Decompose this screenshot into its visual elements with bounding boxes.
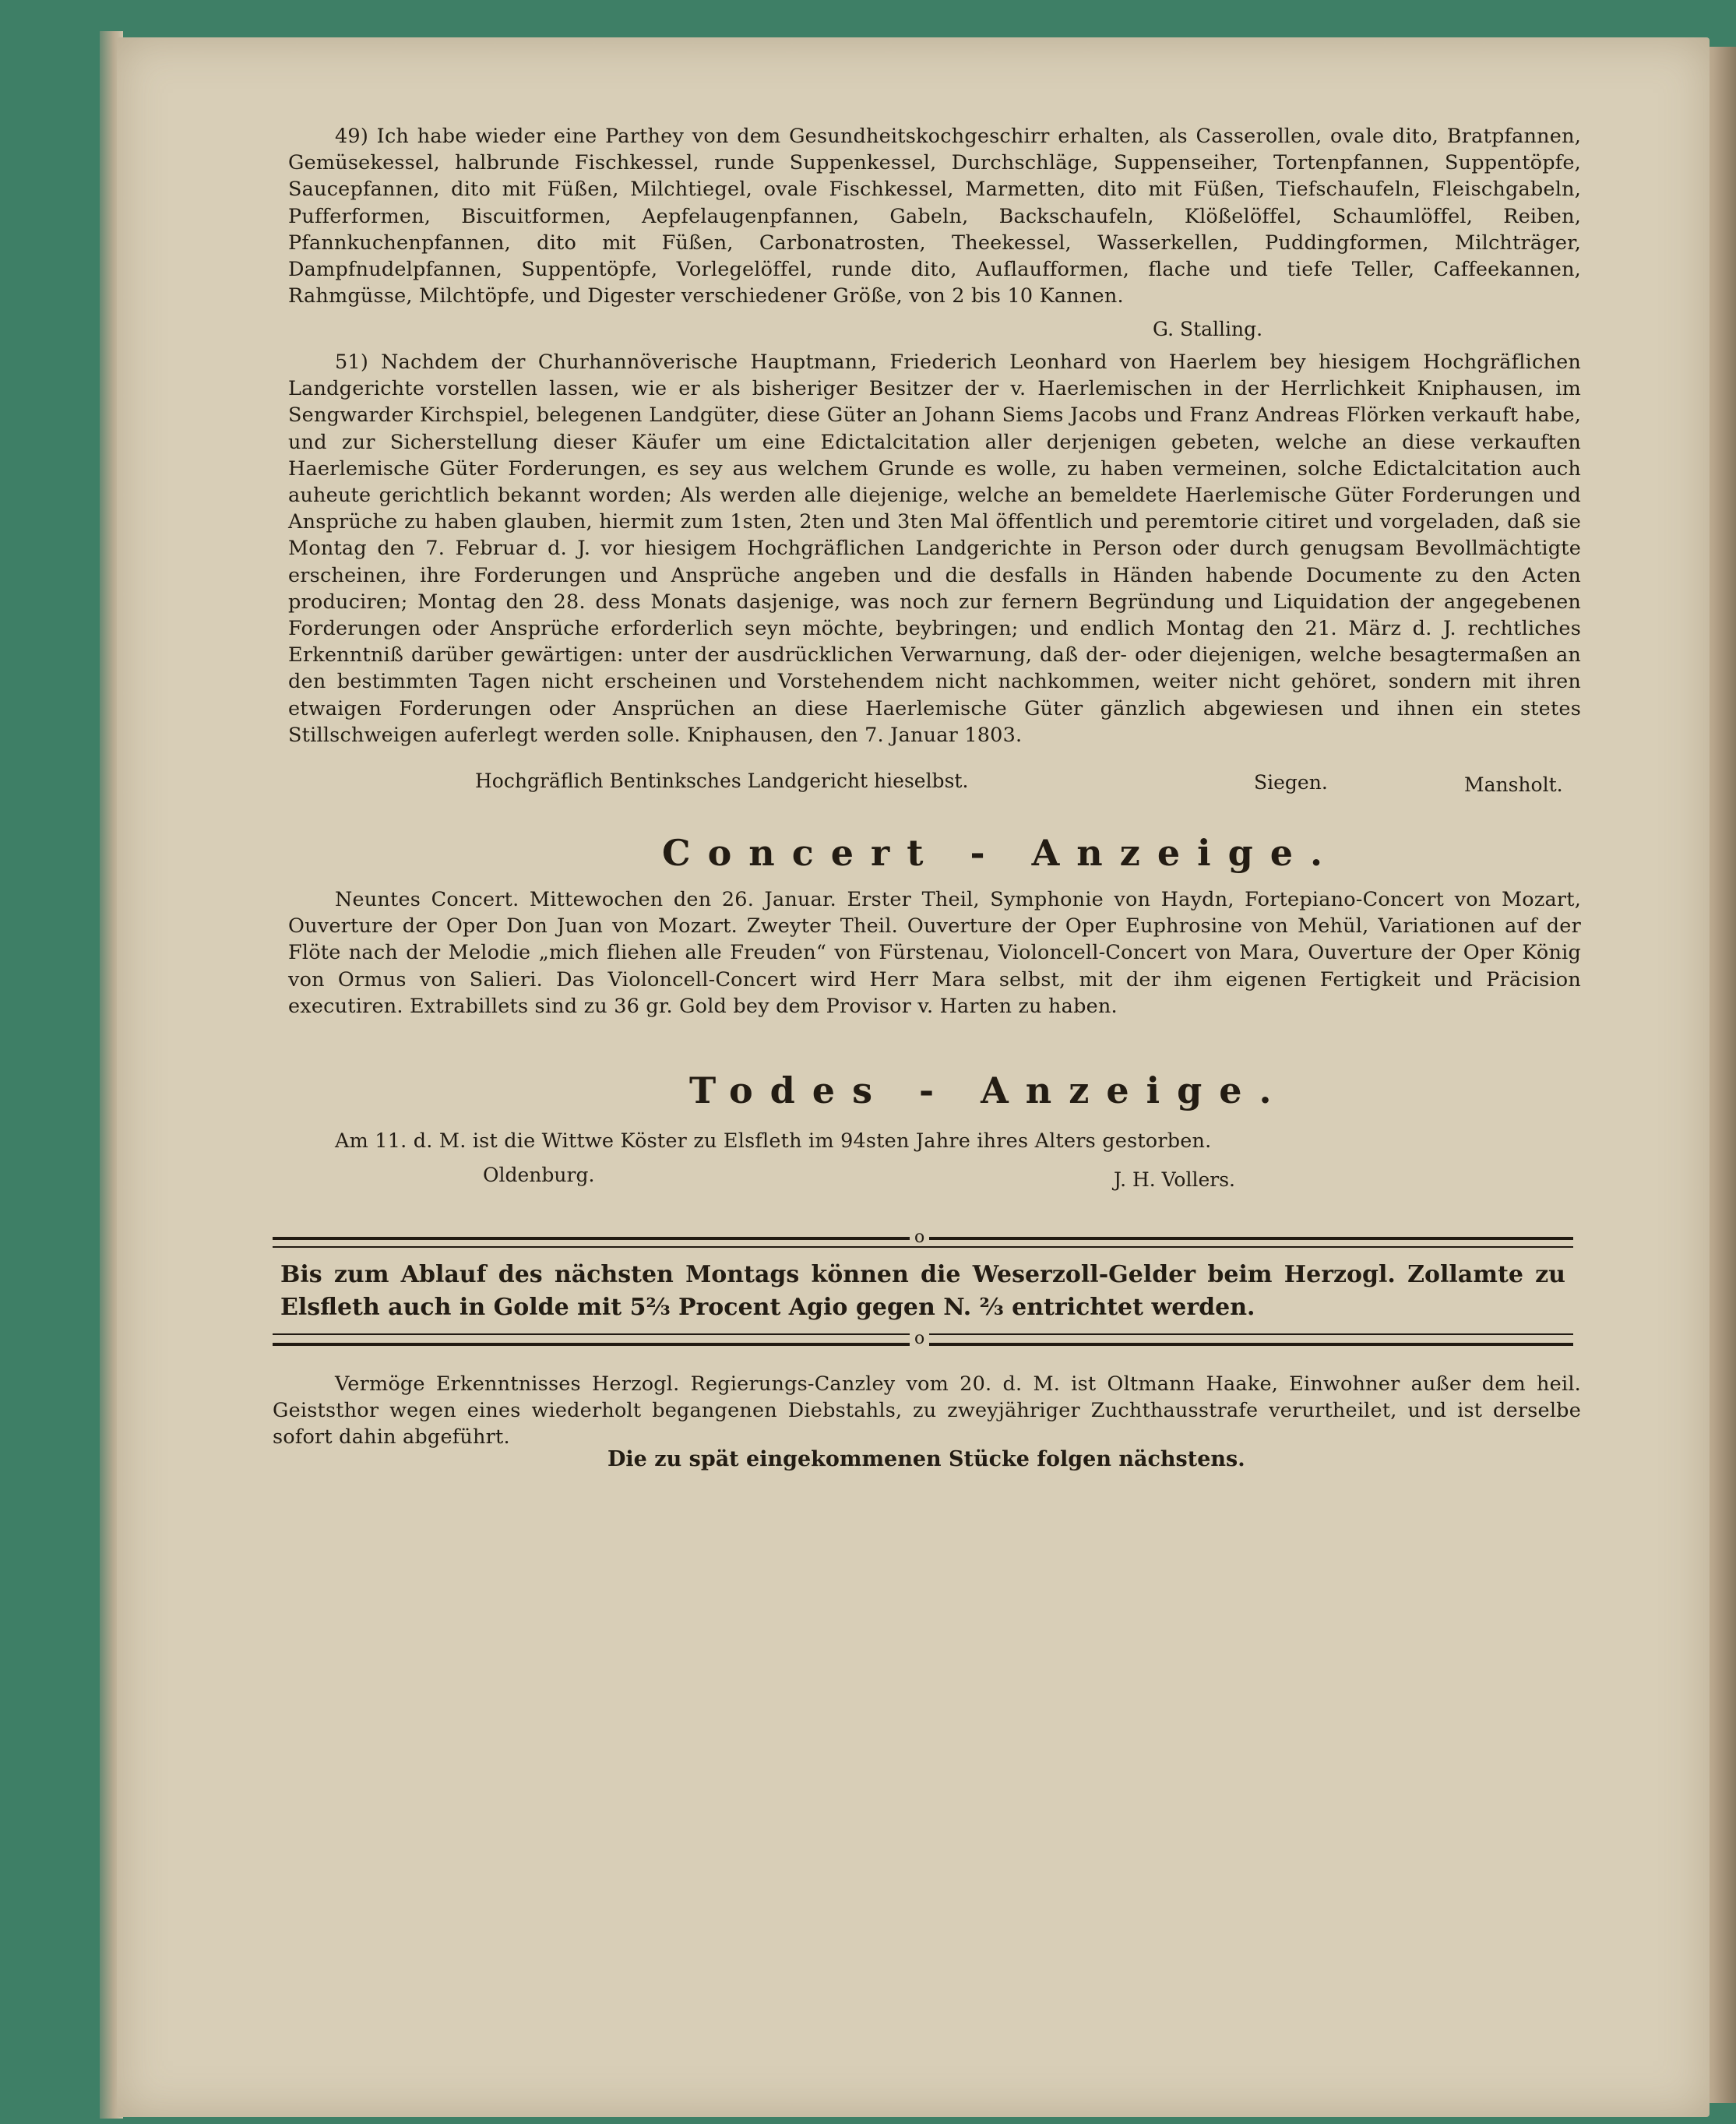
closing-note: Die zu spät eingekommenen Stücke folgen nächstens.: [607, 1447, 1245, 1471]
newspaper-page: [117, 37, 1710, 2117]
top-ornament: o: [910, 1229, 929, 1246]
verdict-text: Vermöge Erkenntnisses Herzogl. Regierungs-Canzley vom 20. d. M. ist Oltmann Haake, Einwohner außer dem heil. Geiststhor wegen eines wiederholt begangenen Diebstahls, zu zweyjähriger Zuchthausstrafe verurtheilet, und ist derselbe sofort dahin abgeführt.: [273, 1372, 1581, 1449]
court-name: Hochgräflich Bentinksches Landgericht hieselbst.: [475, 770, 969, 792]
signer-mansholt: Mansholt.: [1464, 773, 1563, 796]
notice-51-text: 51) Nachdem der Churhannöverische Hauptmann, Friederich Leonhard von Haerlem bey hiesigem Hochgräflichen Landgerichte vorstellen lassen, wie er als bisheriger Besitzer der v. Haerlemischen in der Herrlichkeit Kniphausen, im Sengwarder Kirchspiel, belegenen Landgüter, diese Güter an Johann Siems Jacobs und Franz Andreas Flörken verkauft habe, und zur Sicherstellung dieser Käufer um eine Edictalcitation aller derjenigen gebeten, welche an diese verkauften Haerlemische Güter Forderungen, es sey aus welchem Grunde es wolle, zu haben vermeinen, solche Edictalcitation auch auheute gerichtlich bekannt worden; Als werden alle diejenige, welche an bemeldete Haerlemische Güter Forderungen und Ansprüche zu haben glauben, hiermit zum 1sten, 2ten und 3ten Mal öffentlich und peremtorie citiret und vorgeladen, daß sie Montag den 7. Februar d. J. vor hiesigem Hochgräflichen Landgerichte in Person oder durch genugsam Bevollmächtigte erscheinen, ihre Forderungen und Ansprüche angeben und die desfalls in Händen habende Documente zu den Acten produciren; Montag den 28. dess Monats dasjenige, was noch zur fernern Begründung und Liquidation der angegebenen Forderungen oder Ansprüche erforderlich seyn möchte, beybringen; und endlich Montag den 21. März d. J. rechtliches Erkenntniß darüber gewärtigen: unter der ausdrücklichen Verwarnung, daß der- oder diejenigen, welche besagtermaßen an den bestimmten Tagen nicht erscheinen und Vorstehendem nicht nachkommen, weiter nicht gehöret, sondern mit ihren etwaigen Forderungen oder Ansprüchen an diese Haerlemische Güter gänzlich abgewiesen und ihnen ein stetes Stillschweigen auferlegt werden solle. Kniphausen, den 7. Januar 1803.: [288, 350, 1581, 747]
death-heading: Todes - Anzeige.: [689, 1069, 1289, 1111]
death-place: Oldenburg.: [483, 1164, 595, 1186]
concert-heading: Concert - Anzeige.: [662, 832, 1340, 874]
death-signature: J. H. Vollers.: [1114, 1168, 1235, 1191]
concert-text: Neuntes Concert. Mittewochen den 26. Januar. Erster Theil, Symphonie von Haydn, Fortepiano-Concert von Mozart, Ouverture der Oper Don Juan von Mozart. Zweyter Theil. Ouverture der Oper Euphrosine von Mehül, Variationen auf der Flöte nach der Melodie „mich fliehen alle Freuden“ von Fürstenau, Violoncell-Concert von Mara, Ouverture der Oper König von Ormus von Salieri. Das Violoncell-Concert wird Herr Mara selbst, mit der ihm eigenen Fertigkeit und Präcision executiren. Extrabillets sind zu 36 gr. Gold bey dem Provisor v. Harten zu haben.: [288, 888, 1581, 1018]
signer-siegen: Siegen.: [1254, 771, 1328, 794]
toll-notice-text: Bis zum Ablauf des nächsten Montags können die Weserzoll-Gelder beim Herzogl. Zollamte zu Elsfleth auch in Golde mit 5⅔ Procent Agio gegen N. ⅔ entrichtet werden.: [280, 1261, 1565, 1321]
notice-49-signature: G. Stalling.: [1153, 318, 1263, 340]
bottom-ornament: o: [910, 1330, 929, 1347]
death-text: Am 11. d. M. ist die Wittwe Köster zu Elsfleth im 94sten Jahre ihres Alters gestorben.: [335, 1129, 1212, 1153]
notice-49-text: 49) Ich habe wieder eine Parthey von dem Gesundheitskochgeschirr erhalten, als Casserollen, ovale dito, Bratpfannen, Gemüsekessel, halbrunde Fischkessel, runde Suppenkessel, Durchschläge, Suppenseiher, Tortenpfannen, Suppentöpfe, Saucepfannen, dito mit Füßen, Milchtiegel, ovale Fischkessel, Marmetten, dito mit Füßen, Tiefschaufeln, Fleischgabeln, Pufferformen, Biscuitformen, Aepfelaugenpfannen, Gabeln, Backschaufeln, Klößelöffel, Schaumlöffel, Reiben, Pfannkuchenpfannen, dito mit Füßen, Carbonatrosten, Theekessel, Wasserkellen, Puddingformen, Milchträger, Dampfnudelpfannen, Suppentöpfe, Vorlegelöffel, runde dito, Auflaufformen, flache und tiefe Teller, Caffeekannen, Rahmgüsse, Milchtöpfe, und Digester verschiedener Größe, von 2 bis 10 Kannen.: [288, 125, 1581, 308]
